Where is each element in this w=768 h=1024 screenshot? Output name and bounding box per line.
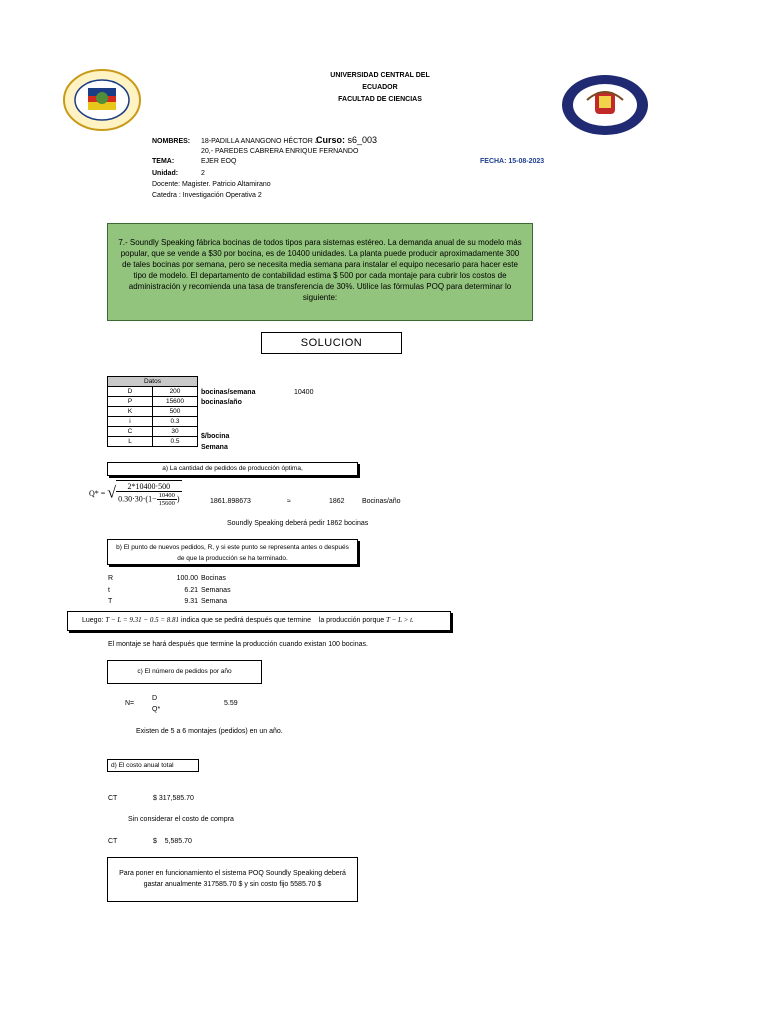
student-name-1: 18-PADILLA ANANGONO HÉCTOR J [201, 138, 319, 145]
part-b-t-value: 6.21 [184, 587, 198, 594]
part-a-title: a) La cantidad de pedidos de producción óptima, [107, 462, 358, 476]
solucion-title: SOLUCION [261, 332, 402, 354]
fecha: FECHA: 15-08-2023 [480, 158, 545, 165]
luego-mid: indica que se pedirá después que termine [181, 617, 311, 624]
sqrt-icon: √ [107, 484, 117, 502]
datos-label: K [108, 407, 153, 417]
datos-label: P [108, 397, 153, 407]
datos-value: 15600 [153, 397, 198, 407]
problem-text: 7.- Soundly Speaking fábrica bocinas de todos tipos para sistemas estéreo. La demanda anual de su modelo más popular, que se vende a $30 por bocina, es de 10400 unidades. La planta puede producir aproximadamente 300 de tales bocinas por semana, pero se necesita media semana para instalar el equipo necesario para hacer este tipo de modelo. El departamento de contabilidad estima $ 500 por cada montaje para cubrir los costos de administración y recomienda una tasa de transferencia de 30%. Utilice las fórmulas POQ para determinar lo siguiente: [118, 238, 522, 302]
part-c-n-label: N= [125, 700, 135, 707]
table-row [108, 397, 198, 407]
curso-label: Curso: [316, 135, 345, 145]
part-b-t-label: t [108, 587, 110, 594]
table-row [108, 387, 198, 397]
datos-label: i [108, 417, 153, 427]
table-row [108, 417, 198, 427]
datos-unit-d: bocinas/semana [201, 389, 256, 396]
datos-value: 0.3 [153, 417, 198, 427]
part-a-conclusion: Soundly Speaking deberá pedir 1862 bocinas [227, 520, 369, 527]
part-d-ct1-label: CT [108, 795, 118, 802]
part-b-r-unit: Bocinas [201, 575, 226, 582]
part-c-denominator: Q* [152, 706, 161, 713]
part-b-conclusion: El montaje se hará después que termine la producción cuando existan 100 bocinas. [108, 641, 368, 648]
luego-mid2: la producción porque [318, 617, 385, 624]
formula-den-frac-den: 15600 [158, 500, 175, 507]
datos-header: Datos [108, 377, 198, 387]
part-b-t-unit: Semanas [201, 587, 231, 594]
curso-field [316, 135, 377, 145]
datos-header-row [108, 377, 198, 387]
institution-header [300, 70, 460, 106]
luego-formula2: T − L > t. [386, 616, 414, 624]
datos-value: 30 [153, 427, 198, 437]
part-d-note: Sin considerar el costo de compra [128, 816, 234, 823]
tema-value: EJER EOQ [201, 158, 237, 165]
university-line2: ECUADOR [362, 84, 398, 91]
part-a-result: 1861.898673 [210, 498, 251, 505]
tema-label: TEMA: [152, 158, 175, 165]
datos-label: D [108, 387, 153, 397]
formula-den-left: 0.30·30· [118, 494, 146, 504]
part-b-r-label: R [108, 575, 114, 582]
approx-symbol: ≈ [287, 498, 291, 505]
unidad-value: 2 [201, 170, 205, 177]
part-c-title: c) El número de pedidos por año [107, 660, 262, 684]
datos-label: L [108, 437, 153, 447]
catedra: Catedra : Investigación Operativa 2 [152, 192, 262, 199]
part-c-numerator: D [152, 695, 158, 702]
part-b-T-unit: Semana [201, 598, 228, 605]
docente: Docente: Magister. Patricio Altamirano [152, 181, 271, 188]
part-c-value: 5.59 [224, 700, 238, 707]
datos-extra-d: 10400 [294, 389, 314, 396]
datos-value: 0.5 [153, 437, 198, 447]
luego-box [67, 611, 451, 631]
part-b-title: b) El punto de nuevos pedidos, R, y si este punto se representa antes o después de que la producción se ha terminado. [107, 539, 358, 565]
final-conclusion: Para poner en funcionamiento el sistema POQ Soundly Speaking deberá gastar anualmente 317585.70 $ y sin costo fijo 5585.70 $ [107, 857, 358, 902]
unidad-label: Unidad: [152, 170, 179, 177]
nombres-label: NOMBRES: [152, 138, 191, 145]
faculty-name: FACULTAD DE CIENCIAS [338, 96, 422, 103]
part-c-conclusion: Existen de 5 a 6 montajes (pedidos) en un año. [136, 728, 283, 735]
university-line1: UNIVERSIDAD CENTRAL DEL [330, 72, 430, 79]
datos-value: 200 [153, 387, 198, 397]
table-row [108, 437, 198, 447]
luego-formula: T − L = 9.31 − 0.5 = 8.81 [105, 616, 180, 624]
datos-table [107, 376, 198, 447]
formula-lhs: Q* = [89, 489, 106, 498]
luego-prefix: Luego: [82, 617, 104, 624]
table-row [108, 427, 198, 437]
part-a-rounded: 1862 [329, 498, 345, 505]
datos-unit-p: bocinas/año [201, 399, 242, 406]
part-b-r-value: 100.00 [176, 575, 198, 582]
part-d-title: d) El costo anual total [107, 759, 199, 772]
faculty-seal-logo [561, 74, 649, 136]
problem-statement [107, 223, 533, 321]
formula-den-frac-num: 10400 [158, 492, 175, 499]
datos-unit-l: Semana [201, 444, 228, 451]
table-row [108, 407, 198, 417]
formula-fraction: 2*10400·500 0.30·30·(1− $\frac{10400}{15600}$ ) [118, 482, 180, 507]
datos-unit-c: $/bocina [201, 433, 230, 440]
poq-formula [89, 480, 182, 507]
datos-label: C [108, 427, 153, 437]
part-b-T-value: 9.31 [184, 598, 198, 605]
curso-value: s6_003 [347, 135, 378, 145]
part-d-ct2-value: $ 5,585.70 [153, 838, 192, 845]
student-name-2: 20,- PAREDES CABRERA ENRIQUE FERNANDO [201, 148, 359, 155]
part-b-T-label: T [108, 598, 113, 605]
part-a-unit: Bocinas/año [362, 498, 401, 505]
university-seal-logo [63, 69, 141, 131]
datos-value: 500 [153, 407, 198, 417]
part-d-ct2-label: CT [108, 838, 118, 845]
formula-den-one: 1− [148, 494, 157, 504]
formula-numerator: 2*10400·500 [116, 482, 181, 492]
part-d-ct1-value: $ 317,585.70 [153, 795, 194, 802]
